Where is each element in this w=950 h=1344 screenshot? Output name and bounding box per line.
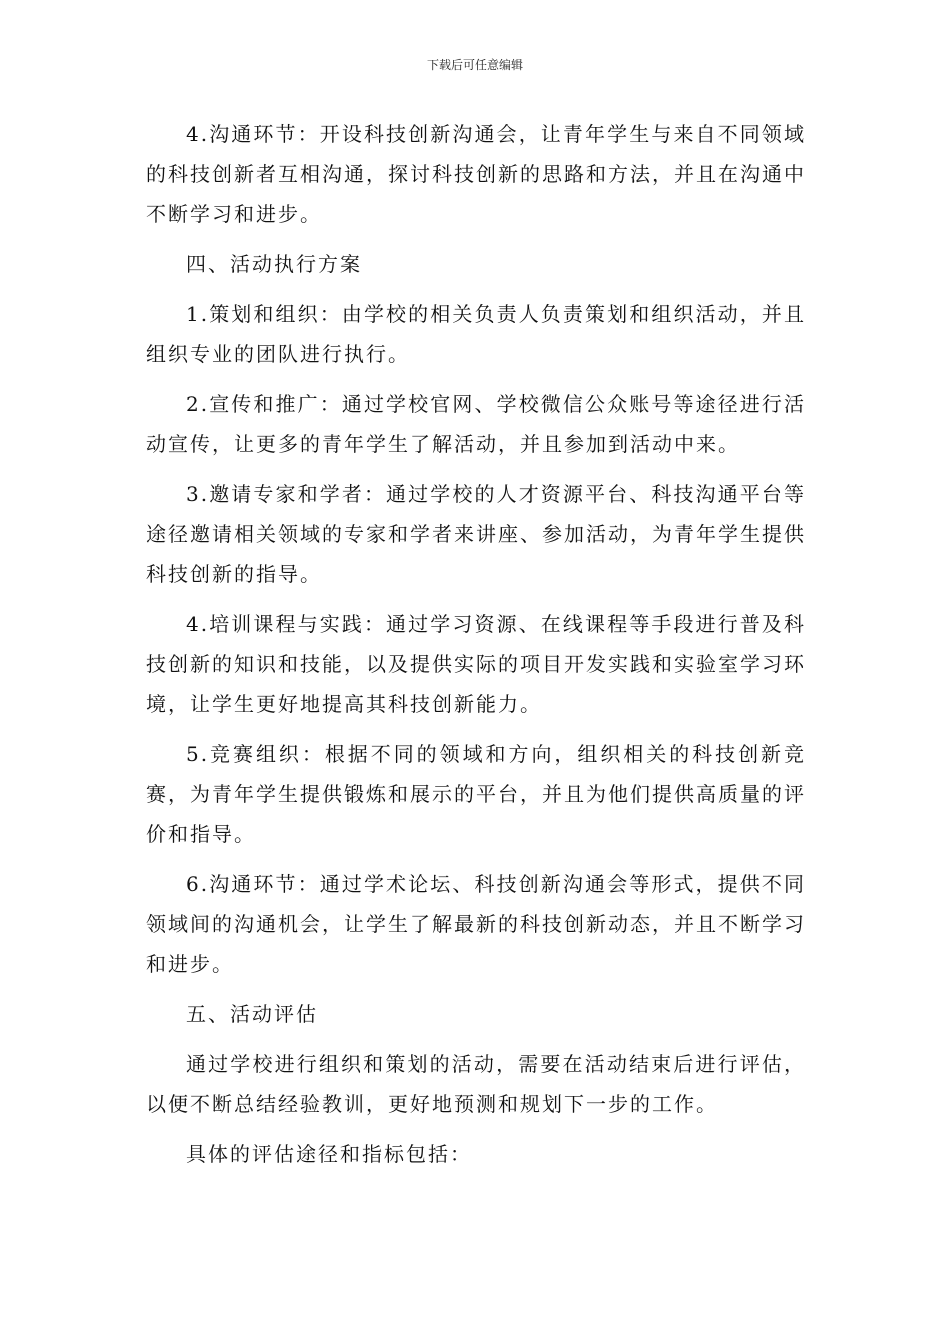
paragraph-invite-experts: 3.邀请专家和学者：通过学校的人才资源平台、科技沟通平台等途径邀请相关领域的专家和学者来讲座、参加活动，为青年学生提供科技创新的指导。 (146, 482, 806, 586)
section-heading-execution-plan: 四、活动执行方案 (186, 252, 362, 276)
section-heading-evaluation: 五、活动评估 (186, 1002, 318, 1026)
paragraph-evaluation-intro: 通过学校进行组织和策划的活动，需要在活动结束后进行评估，以便不断总结经验教训，更好地预测和规划下一步的工作。 (146, 1052, 806, 1116)
paragraph-training-practice: 4.培训课程与实践：通过学习资源、在线课程等手段进行普及科技创新的知识和技能，以及提供实际的项目开发实践和实验室学习环境，让学生更好地提高其科技创新能力。 (146, 612, 806, 716)
paragraph-planning-organization: 1.策划和组织：由学校的相关负责人负责策划和组织活动，并且组织专业的团队进行执行。 (146, 302, 806, 366)
paragraph-communication-session: 4.沟通环节：开设科技创新沟通会，让青年学生与来自不同领域的科技创新者互相沟通，探讨科技创新的思路和方法，并且在沟通中不断学习和进步。 (146, 122, 806, 226)
paragraph-communication-forum: 6.沟通环节：通过学术论坛、科技创新沟通会等形式，提供不同领域间的沟通机会，让学生了解最新的科技创新动态，并且不断学习和进步。 (146, 872, 806, 976)
page-header-note: 下载后可任意编辑 (426, 58, 523, 72)
paragraph-promotion: 2.宣传和推广：通过学校官网、学校微信公众账号等途径进行活动宣传，让更多的青年学生了解活动，并且参加到活动中来。 (146, 392, 806, 456)
document-body (146, 114, 806, 1184)
paragraph-competition: 5.竞赛组织：根据不同的领域和方向，组织相关的科技创新竞赛，为青年学生提供锻炼和展示的平台，并且为他们提供高质量的评价和指导。 (146, 742, 806, 846)
paragraph-evaluation-indicators: 具体的评估途径和指标包括： (186, 1142, 472, 1166)
